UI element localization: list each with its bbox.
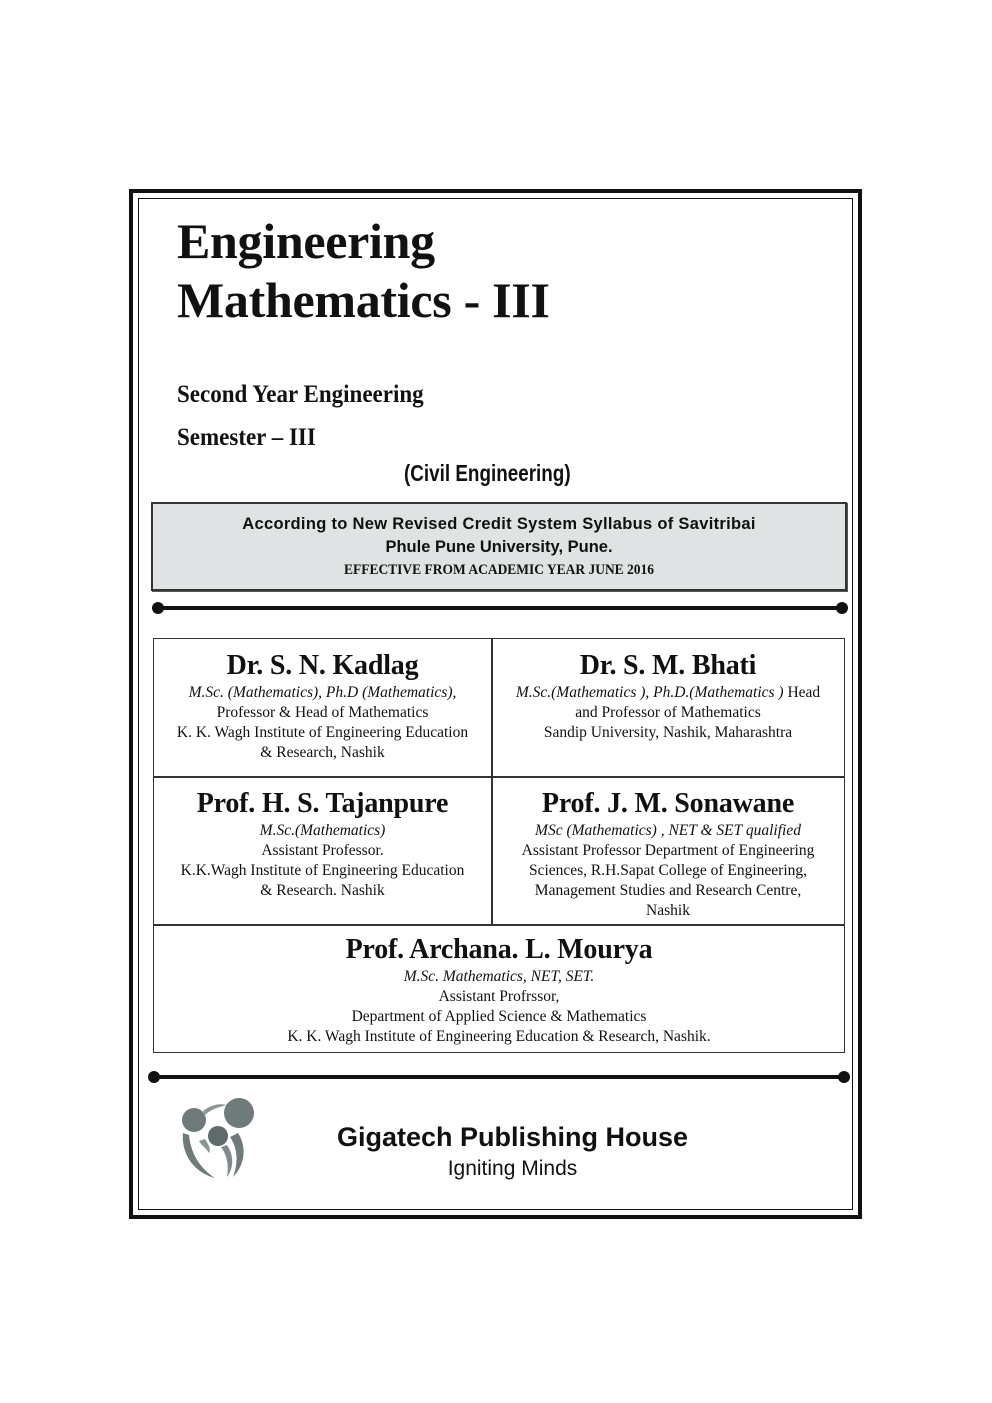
publisher-name: Gigatech Publishing House bbox=[336, 1122, 689, 1152]
author-card bbox=[154, 639, 491, 776]
author-name: Dr. S. N. Kadlag bbox=[226, 650, 419, 681]
author-card bbox=[492, 777, 844, 924]
author-detail: K. K. Wagh Institute of Engineering Education & Research, Nashik. bbox=[287, 1028, 711, 1045]
author-detail: Assistant Professor Department of Engineering bbox=[521, 842, 815, 859]
syllabus-effective: EFFECTIVE FROM ACADEMIC YEAR JUNE 2016 bbox=[343, 562, 655, 578]
authors-table bbox=[153, 638, 845, 1053]
author-detail: Assistant Profrssor, bbox=[438, 988, 560, 1005]
semester-label: Semester – III bbox=[177, 424, 316, 451]
author-detail: Nashik bbox=[646, 902, 690, 919]
top-divider bbox=[158, 606, 842, 610]
author-qualification: M.Sc.(Mathematics ), Ph.D.(Mathematics ) bbox=[515, 684, 784, 701]
publisher-tagline: Igniting Minds bbox=[447, 1157, 578, 1180]
author-detail: Professor & Head of Mathematics bbox=[216, 704, 429, 721]
bottom-divider bbox=[154, 1075, 844, 1079]
author-name: Dr. S. M. Bhati bbox=[579, 650, 757, 681]
people-circle-logo-icon bbox=[175, 1095, 260, 1180]
author-qualification: M.Sc. (Mathematics), Ph.D (Mathematics), bbox=[188, 684, 457, 701]
author-detail: K.K.Wagh Institute of Engineering Education bbox=[180, 862, 465, 879]
author-detail: Sciences, R.H.Sapat College of Engineering, bbox=[528, 862, 808, 879]
syllabus-line-2: Phule Pune University, Pune. bbox=[385, 538, 613, 556]
book-title bbox=[177, 212, 550, 330]
author-card bbox=[154, 777, 491, 924]
author-detail: Sandip University, Nashik, Maharashtra bbox=[543, 724, 793, 741]
author-qualification-suffix: Head bbox=[783, 684, 821, 701]
book-title-line2: Mathematics - III bbox=[177, 272, 550, 328]
author-detail: and Professor of Mathematics bbox=[575, 704, 761, 721]
author-detail: & Research, Nashik bbox=[260, 744, 385, 761]
author-qualification: MSc (Mathematics) , NET & SET qualified bbox=[535, 822, 801, 839]
author-name: Prof. H. S. Tajanpure bbox=[196, 788, 449, 819]
author-qualification: M.Sc. Mathematics, NET, SET. bbox=[403, 968, 595, 985]
author-card bbox=[492, 639, 844, 776]
author-detail: Management Studies and Research Centre, bbox=[534, 882, 802, 899]
author-name: Prof. Archana. L. Mourya bbox=[345, 934, 653, 965]
author-detail: Assistant Professor. bbox=[261, 842, 384, 859]
book-title-line1: Engineering bbox=[177, 213, 435, 269]
author-qualification: M.Sc.(Mathematics) bbox=[259, 822, 386, 839]
author-detail: & Research. Nashik bbox=[260, 882, 385, 899]
author-name: Prof. J. M. Sonawane bbox=[541, 788, 795, 819]
author-detail: K. K. Wagh Institute of Engineering Education bbox=[176, 724, 469, 741]
year-label: Second Year Engineering bbox=[177, 381, 424, 408]
author-card bbox=[154, 925, 844, 1052]
syllabus-line-1: According to New Revised Credit System Syllabus of Savitribai bbox=[242, 515, 756, 533]
branch-label: (Civil Engineering) bbox=[404, 460, 571, 486]
syllabus-box bbox=[151, 502, 847, 591]
author-detail: Department of Applied Science & Mathematics bbox=[351, 1008, 647, 1025]
